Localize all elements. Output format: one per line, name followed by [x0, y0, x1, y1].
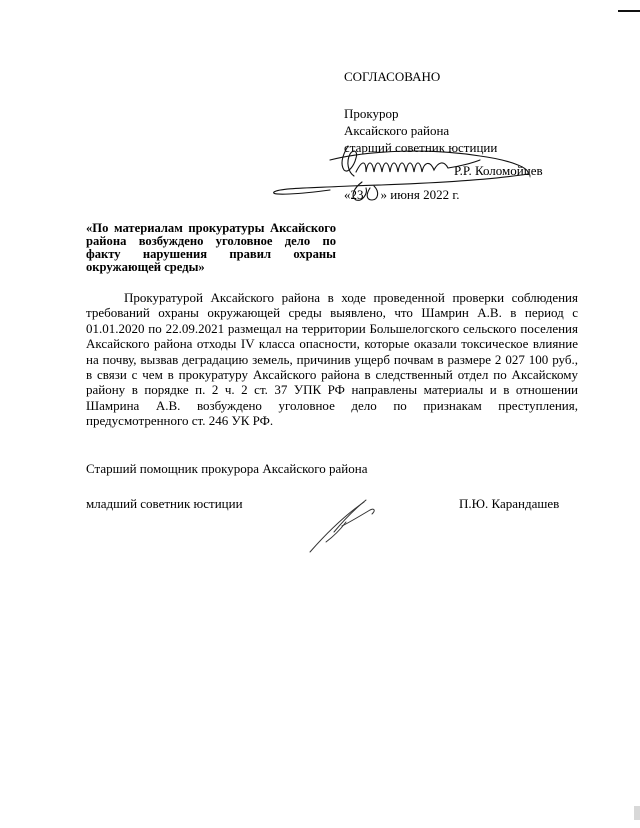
body-paragraph: Прокуратурой Аксайского района в ходе проведенной проверки соблюдения требований охраны окружающей среды выявлено, что Шамрин А.В. в период с 01.01.2020 по 22.09.2021 размещал на территории Большелогского сельского поселения Аксайского района отходы IV класса опасности, которые оказали токсическое влияние на почву, вызвав деградацию земель, причинив ущерб почвам в размере 2 027 100 руб., в связи с чем в прокуратуру Аксайского района в следственный отдел по Аксайскому району в порядке п. 2 ч. 2 ст. 37 УПК РФ направлены материалы и в отношении Шамрина А.В. возбуждено уголовное дело по признакам преступления, предусмотренного ст. 246 УК РФ. — [86, 290, 578, 429]
approval-rank: старший советник юстиции — [344, 140, 498, 155]
approval-signer-name: Р.Р. Коломойцев — [454, 163, 543, 178]
footer-rank: младший советник юстиции — [86, 496, 243, 511]
scan-edge-mark — [618, 10, 640, 12]
approval-position-line2: Аксайского района — [344, 123, 450, 138]
quote-close: » — [380, 187, 387, 202]
assistant-signature — [304, 496, 384, 556]
approval-position-line1: Прокурор — [344, 106, 399, 121]
scan-edge-mark-bottom — [634, 806, 640, 820]
approval-heading: СОГЛАСОВАНО — [344, 69, 441, 84]
document-subject: «По материалам прокуратуры Аксайского района возбуждено уголовное дело по факту нарушения правил охраны окружающей среды» — [86, 221, 336, 274]
approval-date-rest: июня 2022 г. — [390, 187, 460, 202]
prosecutor-signature — [270, 130, 570, 210]
quote-open: « — [344, 187, 351, 202]
footer-name: П.Ю. Карандашев — [459, 496, 560, 511]
approval-date-day: 23 — [350, 187, 364, 202]
footer-position: Старший помощник прокурора Аксайского района — [86, 461, 368, 476]
